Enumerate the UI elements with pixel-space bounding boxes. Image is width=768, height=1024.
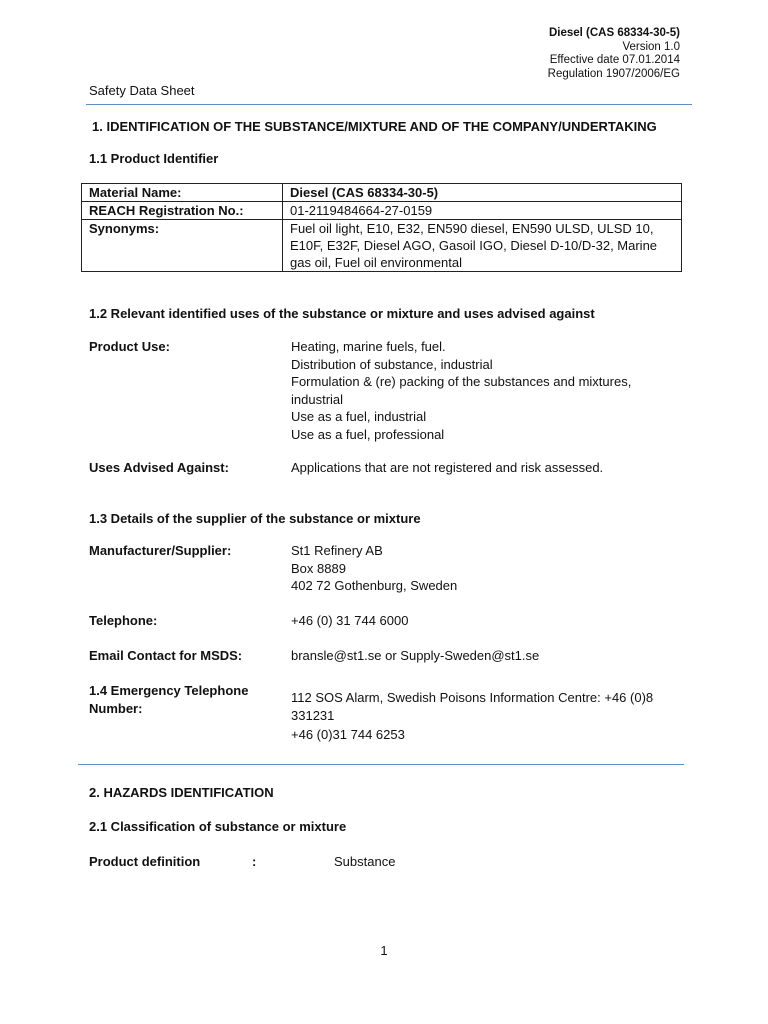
synonyms-value: Fuel oil light, E10, E32, EN590 diesel, EN590 ULSD, ULSD 10, E10F, E32F, Diesel AGO, Gasoil IGO, Diesel D-10/D-32, Marine gas oil, Fuel oil environmental xyxy=(283,220,682,272)
supplier-city: 402 72 Gothenburg, Sweden xyxy=(291,578,458,593)
reach-registration-value: 01-2119484664-27-0159 xyxy=(283,202,682,220)
header-regulation: Regulation 1907/2006/EG xyxy=(547,67,680,80)
section-1-heading: 1. IDENTIFICATION OF THE SUBSTANCE/MIXTURE AND OF THE COMPANY/UNDERTAKING xyxy=(92,119,657,134)
list-item: Distribution of substance, industrial xyxy=(291,356,493,372)
header-divider xyxy=(86,104,692,105)
emergency-line: 331231 xyxy=(291,707,335,723)
emergency-line: 112 SOS Alarm, Swedish Poisons Information Centre: +46 (0)8 xyxy=(291,690,654,705)
list-item: Use as a fuel, professional xyxy=(291,426,445,442)
material-name-label: Material Name: xyxy=(82,184,283,202)
emergency-line: +46 (0)31 744 6253 xyxy=(291,727,405,742)
section-2-1-heading: 2.1 Classification of substance or mixture xyxy=(89,819,347,834)
product-definition-label: Product definition xyxy=(89,854,201,869)
table-row xyxy=(82,184,682,202)
section-1-3-heading: 1.3 Details of the supplier of the substance or mixture xyxy=(89,511,421,526)
table-row xyxy=(82,202,682,220)
header-effective-date: Effective date 07.01.2014 xyxy=(549,54,680,66)
document-title: Safety Data Sheet xyxy=(89,83,195,98)
uses-advised-against-label: Uses Advised Against: xyxy=(89,460,229,475)
uses-advised-against-value: Applications that are not registered and risk assessed. xyxy=(291,460,604,475)
emergency-phone-label: 1.4 Emergency Telephone Number: xyxy=(89,683,249,716)
email-value: bransle@st1.se or Supply-Sweden@st1.se xyxy=(291,648,540,663)
list-item: industrial xyxy=(291,391,344,407)
product-identifier-table xyxy=(81,183,682,272)
synonyms-label: Synonyms: xyxy=(82,220,283,272)
telephone-label: Telephone: xyxy=(89,613,158,628)
telephone-value: +46 (0) 31 744 6000 xyxy=(291,613,409,628)
supplier-box: Box 8889 xyxy=(291,560,346,576)
product-definition-colon: : xyxy=(252,854,257,869)
section-1-1-heading: 1.1 Product Identifier xyxy=(89,151,219,166)
section-divider xyxy=(78,764,684,765)
section-1-2-heading: 1.2 Relevant identified uses of the substance or mixture and uses advised against xyxy=(89,306,595,321)
header-version: Version 1.0 xyxy=(622,40,680,53)
supplier-name: St1 Refinery AB xyxy=(291,543,383,558)
list-item: Use as a fuel, industrial xyxy=(291,409,427,424)
supplier-address xyxy=(291,542,671,595)
email-label: Email Contact for MSDS: xyxy=(89,648,243,663)
reach-registration-label: REACH Registration No.: xyxy=(82,202,283,220)
emergency-phone-value xyxy=(291,689,671,744)
product-use-list xyxy=(291,338,671,443)
header-product: Diesel (CAS 68334-30-5) xyxy=(548,27,680,39)
document-header xyxy=(548,27,680,81)
product-use-label: Product Use: xyxy=(89,339,170,354)
section-2-heading: 2. HAZARDS IDENTIFICATION xyxy=(89,785,274,800)
page-number: 1 xyxy=(380,943,388,958)
table-row xyxy=(82,220,682,272)
supplier-label: Manufacturer/Supplier: xyxy=(89,543,232,558)
material-name-value: Diesel (CAS 68334-30-5) xyxy=(283,184,682,202)
list-item: Heating, marine fuels, fuel. xyxy=(291,339,446,354)
list-item: Formulation & (re) packing of the substances and mixtures, xyxy=(291,374,632,389)
product-definition-value: Substance xyxy=(334,854,396,869)
